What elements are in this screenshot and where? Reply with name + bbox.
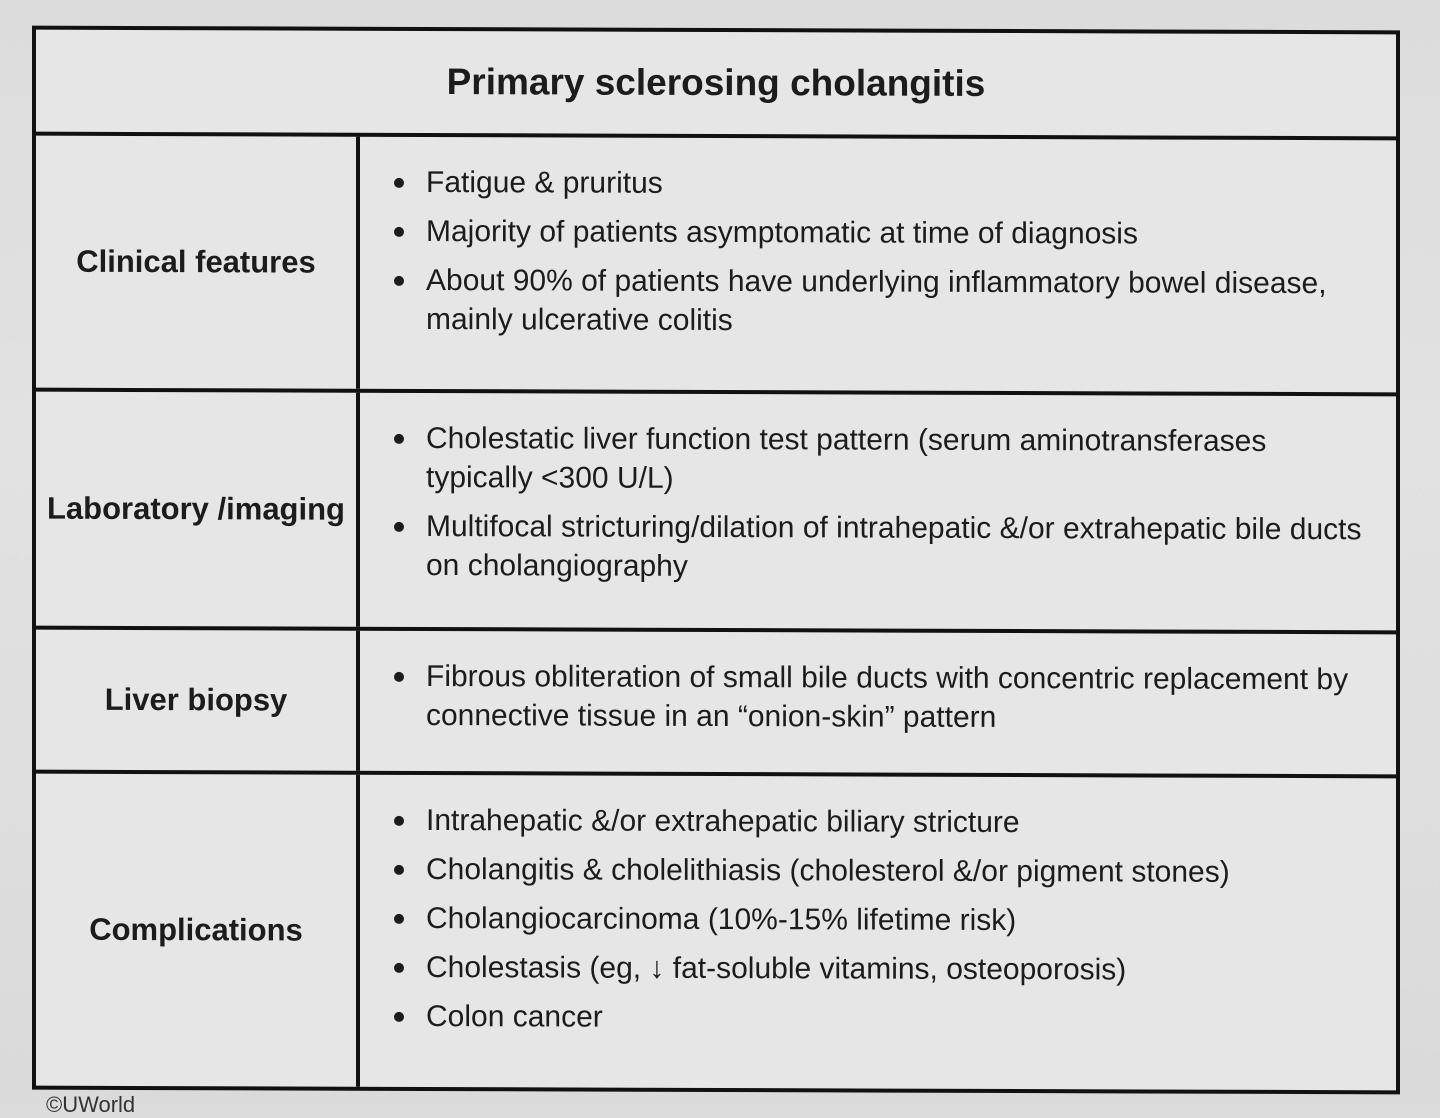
psc-summary-table: [32, 26, 1400, 1095]
row-label: Clinical features: [36, 136, 360, 389]
list-item: Intrahepatic &/or extrahepatic biliary stricture: [390, 801, 1376, 843]
row-label: Laboratory /imaging: [36, 392, 360, 627]
bullet-list: [390, 419, 1376, 588]
list-item: Cholangiocarcinoma (10%-15% lifetime risk): [390, 899, 1376, 941]
row-clinical-features: [36, 136, 1396, 397]
row-laboratory-imaging: [36, 392, 1396, 635]
list-item: Fibrous obliteration of small bile ducts with concentric replacement by connective tissue in an “onion-skin” pattern: [390, 657, 1376, 738]
copyright-footer: ©UWorld: [46, 1092, 136, 1117]
list-item: Fatigue & pruritus: [390, 163, 1376, 205]
bullet-list: [390, 801, 1376, 1039]
list-item: Cholestasis (eg, ↓ fat-soluble vitamins, osteoporosis): [390, 948, 1376, 990]
list-item: Colon cancer: [390, 997, 1376, 1039]
table-title: Primary sclerosing cholangitis: [36, 30, 1396, 141]
row-label: Liver biopsy: [36, 630, 360, 771]
list-item: Cholangitis & cholelithiasis (cholesterol &/or pigment stones): [390, 850, 1376, 892]
list-item: Multifocal stricturing/dilation of intrahepatic &/or extrahepatic bile ducts on cholangiography: [390, 507, 1376, 588]
list-item: About 90% of patients have underlying inflammatory bowel disease, mainly ulcerative colitis: [390, 261, 1376, 342]
row-liver-biopsy: [36, 630, 1396, 779]
list-item: Majority of patients asymptomatic at time of diagnosis: [390, 212, 1376, 254]
row-complications: [36, 774, 1396, 1091]
bullet-list: [390, 657, 1376, 738]
row-label: Complications: [36, 774, 360, 1087]
bullet-list: [390, 163, 1376, 342]
list-item: Cholestatic liver function test pattern (serum aminotransferases typically <300 U/L): [390, 419, 1376, 500]
